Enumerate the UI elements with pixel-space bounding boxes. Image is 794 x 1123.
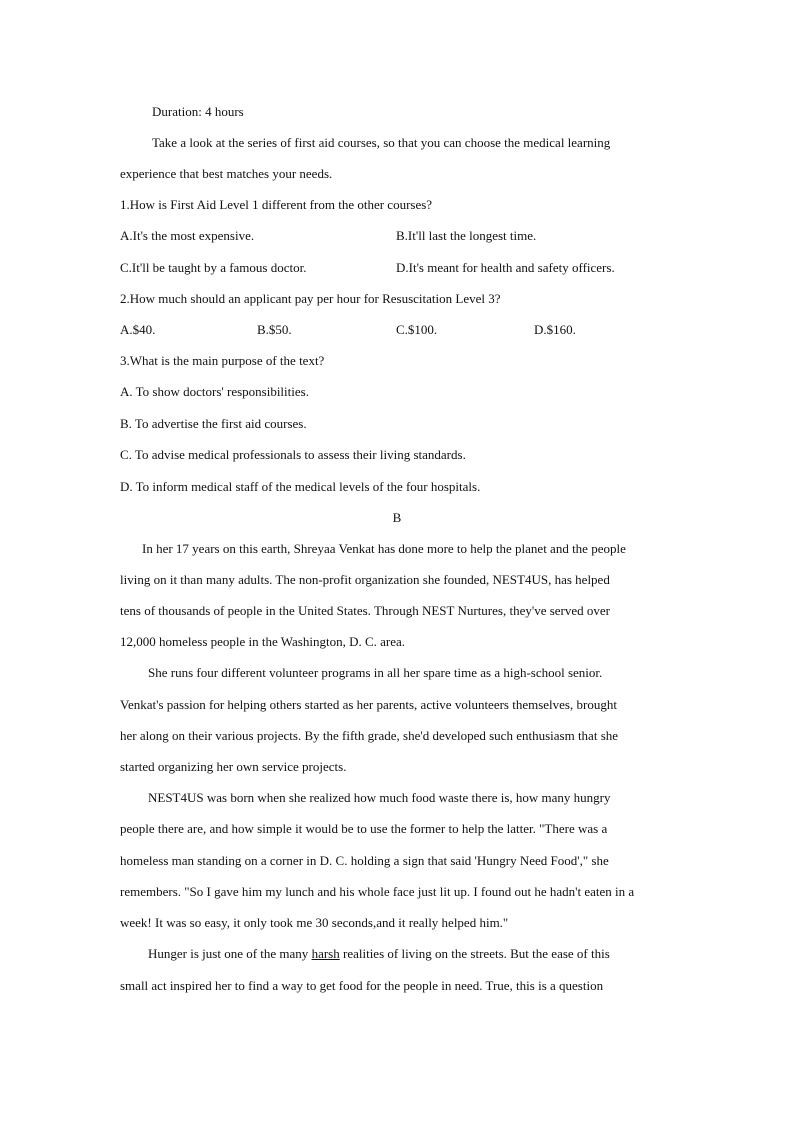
question-2-option-b: B.$50. xyxy=(257,322,292,337)
duration-line: Duration: 4 hours xyxy=(152,104,244,119)
question-3-option-c: C. To advise medical professionals to assess their living standards. xyxy=(120,447,466,462)
paragraph-1-line-1: In her 17 years on this earth, Shreyaa Venkat has done more to help the planet and the people xyxy=(142,541,626,556)
paragraph-3-line-2: people there are, and how simple it would be to use the former to help the latter. "There was a xyxy=(120,821,608,836)
intro-line-2: experience that best matches your needs. xyxy=(120,166,333,181)
question-2-option-d: D.$160. xyxy=(534,322,576,337)
paragraph-2-line-2: Venkat's passion for helping others started as her parents, active volunteers themselves, brought xyxy=(120,697,617,712)
paragraph-1-line-4: 12,000 homeless people in the Washington, D. C. area. xyxy=(120,634,406,649)
question-1-stem: 1.How is First Aid Level 1 different from the other courses? xyxy=(120,197,433,212)
question-3-option-b: B. To advertise the first aid courses. xyxy=(120,416,307,431)
paragraph-4-line-1-start: Hunger is just one of the many xyxy=(148,946,312,961)
question-1-option-a: A.It's the most expensive. xyxy=(120,228,255,243)
question-3-option-d: D. To inform medical staff of the medical levels of the four hospitals. xyxy=(120,479,481,494)
paragraph-4-line-1-end: realities of living on the streets. But the ease of this xyxy=(339,946,610,961)
paragraph-2-line-3: her along on their various projects. By the fifth grade, she'd developed such enthusiasm that she xyxy=(120,728,619,743)
question-1-option-c: C.It'll be taught by a famous doctor. xyxy=(120,260,307,275)
question-1-option-b: B.It'll last the longest time. xyxy=(396,228,537,243)
paragraph-3-line-3: homeless man standing on a corner in D. C. holding a sign that said 'Hungry Need Food'," she xyxy=(120,853,609,868)
paragraph-3-line-5: week! It was so easy, it only took me 30 seconds,and it really helped him." xyxy=(120,915,509,930)
paragraph-1-line-3: tens of thousands of people in the United States. Through NEST Nurtures, they've served over xyxy=(120,603,610,618)
question-1-option-d: D.It's meant for health and safety officers. xyxy=(396,260,615,275)
underlined-word-harsh: harsh xyxy=(311,946,340,961)
question-2-option-c: C.$100. xyxy=(396,322,438,337)
paragraph-4-line-1 xyxy=(148,946,610,962)
section-b-heading: B xyxy=(392,510,402,525)
paragraph-2-line-4: started organizing her own service projects. xyxy=(120,759,347,774)
paragraph-1-line-2: living on it than many adults. The non-profit organization she founded, NEST4US, has helped xyxy=(120,572,610,587)
paragraph-2-line-1: She runs four different volunteer programs in all her spare time as a high-school senior. xyxy=(148,665,603,680)
paragraph-3-line-1: NEST4US was born when she realized how much food waste there is, how many hungry xyxy=(148,790,611,805)
question-3-option-a: A. To show doctors' responsibilities. xyxy=(120,384,309,399)
question-2-option-a: A.$40. xyxy=(120,322,156,337)
paragraph-4-line-2: small act inspired her to find a way to get food for the people in need. True, this is a question xyxy=(120,978,604,993)
question-2-stem: 2.How much should an applicant pay per hour for Resuscitation Level 3? xyxy=(120,291,501,306)
intro-line-1: Take a look at the series of first aid courses, so that you can choose the medical learning xyxy=(152,135,611,150)
question-3-stem: 3.What is the main purpose of the text? xyxy=(120,353,325,368)
paragraph-3-line-4: remembers. "So I gave him my lunch and his whole face just lit up. I found out he hadn't eaten in a xyxy=(120,884,635,899)
